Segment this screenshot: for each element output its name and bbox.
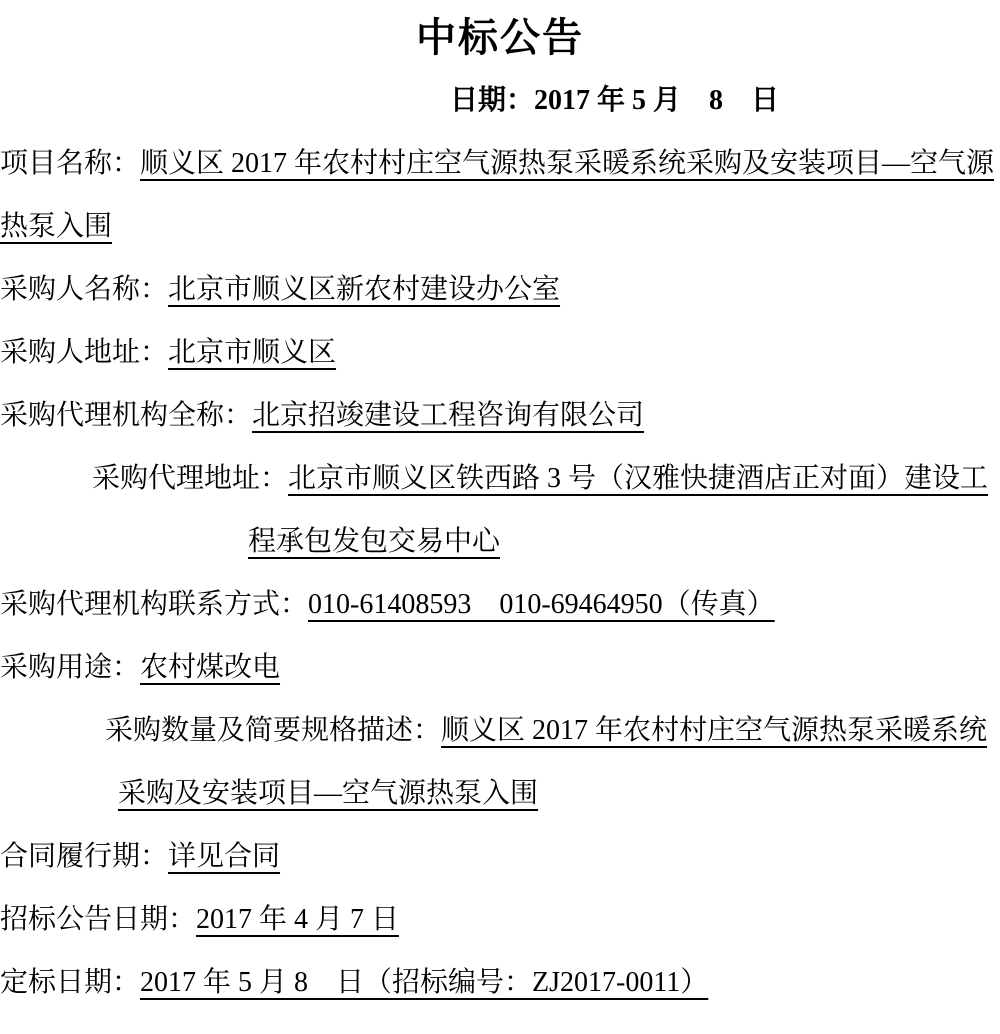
field-label: 采购代理机构全称： [0,400,253,431]
field-value: 顺义区 2017 年农村村庄空气源热泵采暖系统采购及安装项目—空气源热泵入围 [0,148,995,242]
field-quantity-spec [0,699,1000,825]
field-label: 采购代理机构联系方式： [0,589,309,620]
field-value: 2017 年 5 月 8 日（招标编号：ZJ2017-0011） [140,967,709,998]
fields-section [0,132,1000,1014]
field-label: 采购用途： [0,652,141,683]
field-contract-period [0,825,1000,888]
field-label: 采购代理地址： [92,463,289,494]
field-label: 招标公告日期： [0,904,197,935]
field-value: 北京市顺义区新农村建设办公室 [168,274,561,305]
field-label: 项目名称： [0,148,141,179]
field-value: 北京招竣建设工程咨询有限公司 [252,400,645,431]
field-value: 详见合同 [168,841,281,872]
field-purchaser-address [0,321,1000,384]
field-value: 010-61408593 010-69464950（传真） [308,589,775,620]
date-line: 日期：2017 年 5 月 8 日 [450,85,780,116]
field-label: 采购人名称： [0,274,169,305]
field-project-name [0,132,1000,258]
field-value: 北京市顺义区铁西路 3 号（汉雅快捷酒店正对面）建设工程承包发包交易中心 [248,463,989,557]
field-value: 顺义区 2017 年农村村庄空气源热泵采暖系统采购及安装项目—空气源热泵入围 [118,715,988,809]
field-agency-contact [0,573,1000,636]
field-agency-address [0,447,1000,573]
field-value: 农村煤改电 [140,652,281,683]
field-award-date [0,951,1000,1014]
field-purchaser-name [0,258,1000,321]
field-label: 采购数量及简要规格描述： [105,715,442,746]
field-value: 北京市顺义区 [168,337,337,368]
field-label: 采购人地址： [0,337,169,368]
field-tender-notice-date [0,888,1000,951]
field-value: 2017 年 4 月 7 日 [196,904,400,935]
field-purchase-purpose [0,636,1000,699]
field-label: 合同履行期： [0,841,169,872]
document-title: 中标公告 [416,16,584,60]
field-agency-full-name [0,384,1000,447]
field-label: 定标日期： [0,967,141,998]
